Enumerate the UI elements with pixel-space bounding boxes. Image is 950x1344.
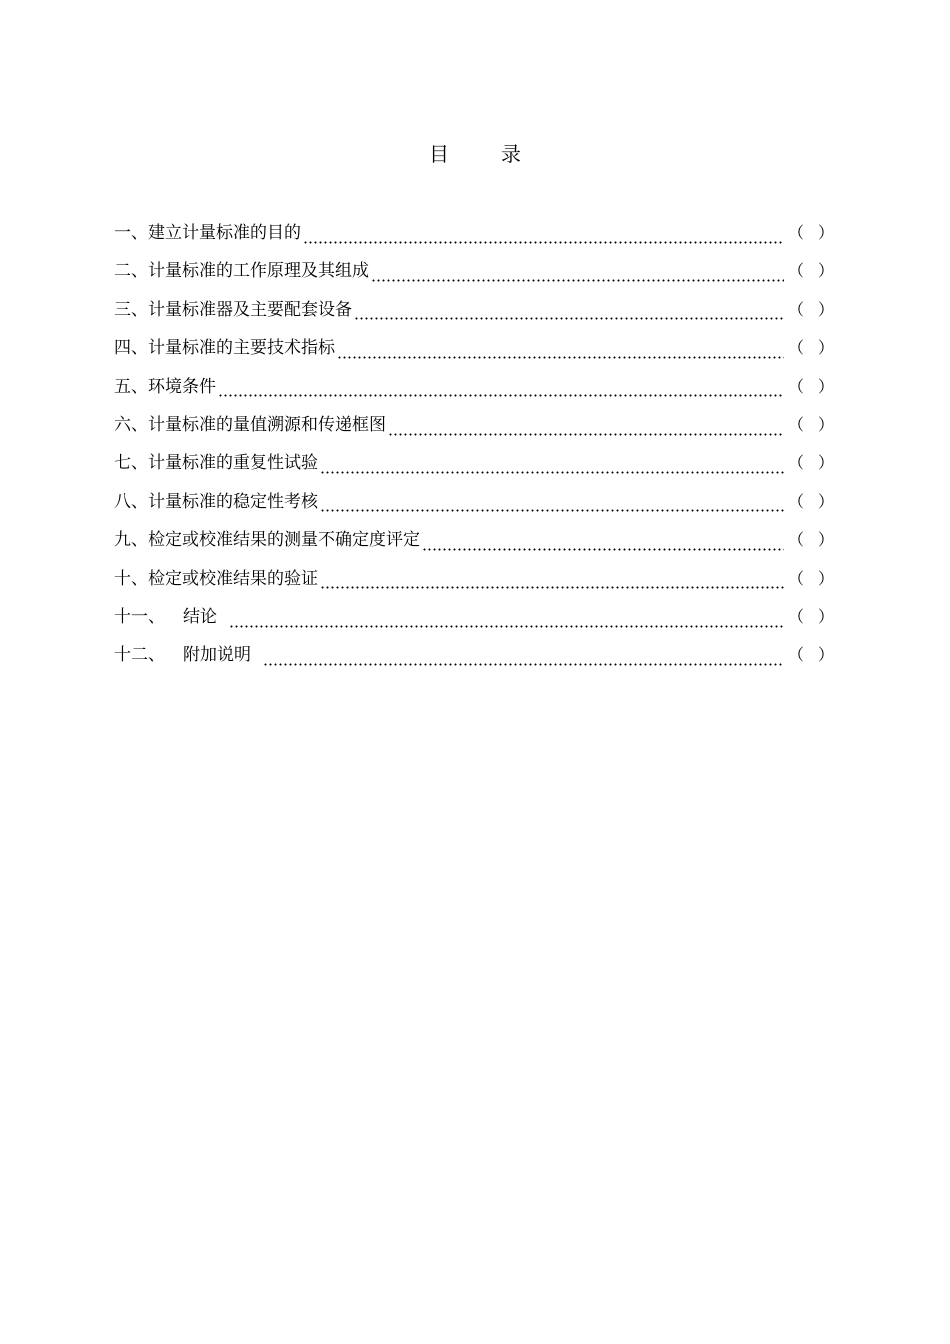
toc-entry-label: 九、检定或校准结果的测量不确定度评定: [114, 530, 420, 551]
toc-entry-12: [114, 640, 834, 678]
dot-leader: [320, 471, 784, 474]
toc-page-ref: （ ）: [788, 223, 834, 242]
toc-entry-label: 四、计量标准的主要技术指标: [114, 338, 335, 359]
toc-entry-5: [114, 372, 834, 410]
toc-entry-6: [114, 410, 834, 448]
dot-leader: [320, 586, 784, 589]
toc-entry-1: [114, 218, 834, 256]
toc-entry-8: [114, 487, 834, 525]
toc-entry-text: 附加说明: [183, 645, 251, 666]
title-char-left: 目: [429, 142, 449, 166]
toc-page-ref: （ ）: [788, 530, 834, 550]
dot-leader: [303, 241, 784, 244]
toc-page-ref: （ ）: [788, 491, 834, 511]
toc-entry-label: 一、建立计量标准的目的: [114, 223, 301, 243]
page-title: [0, 138, 950, 167]
toc-entry-label: 八、计量标准的稳定性考核: [114, 491, 318, 512]
toc-entry-label: 七、计量标准的重复性试验: [114, 453, 318, 474]
toc-entry-4: [114, 333, 834, 371]
toc-entry-label: 六、计量标准的量值溯源和传递框图: [114, 414, 386, 435]
toc-page-ref: （ ）: [788, 261, 834, 281]
toc-entry-label: [114, 602, 217, 627]
toc-page-ref: （ ）: [788, 606, 834, 626]
dot-leader: [218, 394, 784, 397]
toc-entry-10: [114, 564, 834, 602]
toc-entry-2: [114, 256, 834, 294]
toc-entry-label: 五、环境条件: [114, 376, 216, 397]
table-of-contents: [114, 218, 834, 679]
toc-entry-11: [114, 602, 834, 640]
toc-entry-text: 结论: [183, 606, 217, 627]
toc-page-ref: （ ）: [788, 453, 834, 473]
dot-leader: [337, 356, 784, 359]
dot-leader: [354, 317, 784, 320]
title-char-right: 录: [501, 142, 521, 166]
toc-entry-number: 十二、: [114, 645, 165, 666]
dot-leader: [371, 279, 784, 282]
toc-page-ref: （ ）: [788, 568, 834, 588]
dot-leader: [320, 509, 784, 512]
dot-leader: [263, 663, 784, 666]
toc-entry-label: [114, 640, 251, 665]
toc-entry-7: [114, 448, 834, 486]
toc-page-ref: （ ）: [788, 645, 834, 665]
toc-page-ref: （ ）: [788, 338, 834, 358]
dot-leader: [422, 548, 784, 551]
dot-leader: [229, 625, 784, 628]
toc-entry-label: 十、检定或校准结果的验证: [114, 568, 318, 589]
toc-entry-label: 三、计量标准器及主要配套设备: [114, 299, 352, 320]
dot-leader: [388, 433, 784, 436]
toc-page-ref: （ ）: [788, 299, 834, 319]
toc-page-ref: （ ）: [788, 376, 834, 396]
toc-page-ref: （ ）: [788, 414, 834, 434]
toc-entry-3: [114, 295, 834, 333]
toc-entry-label: 二、计量标准的工作原理及其组成: [114, 261, 369, 282]
toc-entry-number: 十一、: [114, 606, 165, 627]
toc-entry-9: [114, 525, 834, 563]
